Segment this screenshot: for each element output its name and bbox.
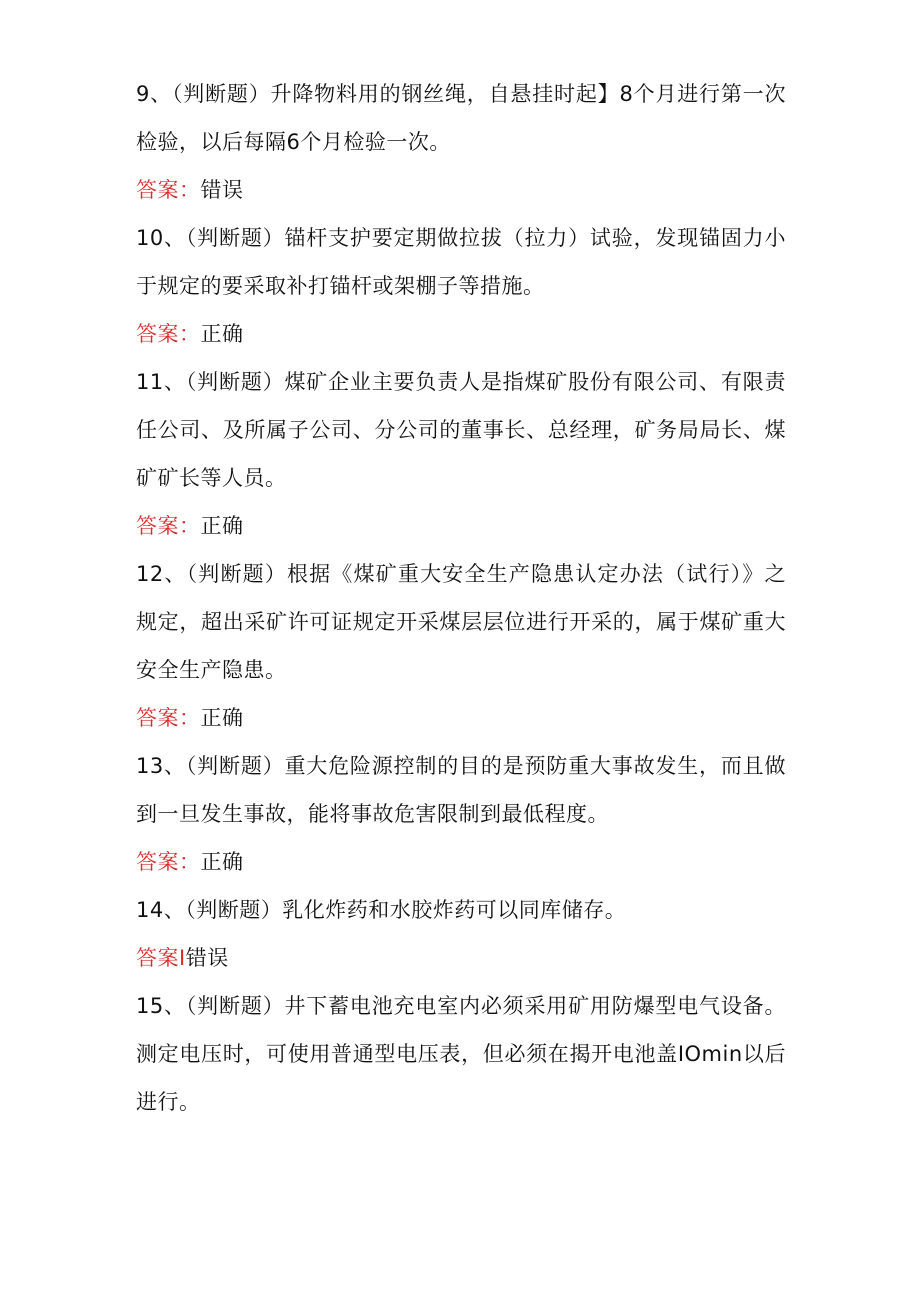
answer-value: 错误 xyxy=(200,178,244,202)
answer-13 xyxy=(136,838,786,886)
answer-label: 答案： xyxy=(136,178,201,202)
answer-9 xyxy=(136,166,786,214)
answer-value: 错误 xyxy=(185,946,229,970)
answer-10 xyxy=(136,310,786,358)
question-11: 11、（判断题）煤矿企业主要负责人是指煤矿股份有限公司、有限责任公司、及所属子公司、分公司的董事长、总经理，矿务局局长、煤矿矿长等人员。 xyxy=(136,370,786,490)
answer-label: 答案： xyxy=(136,322,201,346)
answer-label: 答案： xyxy=(136,514,201,538)
question-9: 9、（判断题）升降物料用的钢丝绳，自悬挂时起】8个月进行第一次检验，以后每隔6个月检验一次。 xyxy=(136,82,786,154)
answer-label: 答案I xyxy=(136,946,186,970)
answer-12 xyxy=(136,694,786,742)
answer-11 xyxy=(136,502,786,550)
question-list xyxy=(136,70,786,1126)
answer-label: 答案： xyxy=(136,706,201,730)
answer-label: 答案： xyxy=(136,850,201,874)
answer-value: 正确 xyxy=(200,706,244,730)
question-14: 14、（判断题）乳化炸药和水胶炸药可以同库储存。 xyxy=(136,898,627,922)
question-13: 13、（判断题）重大危险源控制的目的是预防重大事故发生，而且做到一旦发生事故，能将事故危害限制到最低程度。 xyxy=(136,754,786,826)
question-10: 10、（判断题）锚杆支护要定期做拉拔（拉力）试验，发现锚固力小于规定的要采取补打锚杆或架棚子等措施。 xyxy=(136,226,786,298)
answer-value: 正确 xyxy=(200,850,244,874)
question-12: 12、（判断题）根据《煤矿重大安全生产隐患认定办法（试行）》之规定，超出采矿许可证规定开采煤层层位进行开采的，属于煤矿重大安全生产隐患。 xyxy=(136,562,786,682)
answer-value: 正确 xyxy=(200,322,244,346)
answer-value: 正确 xyxy=(200,514,244,538)
answer-14 xyxy=(136,934,786,982)
question-15: 15、（判断题）井下蓄电池充电室内必须采用矿用防爆型电气设备。测定电压时，可使用普通型电压表，但必须在揭开电池盖IOmin以后进行。 xyxy=(136,994,786,1114)
